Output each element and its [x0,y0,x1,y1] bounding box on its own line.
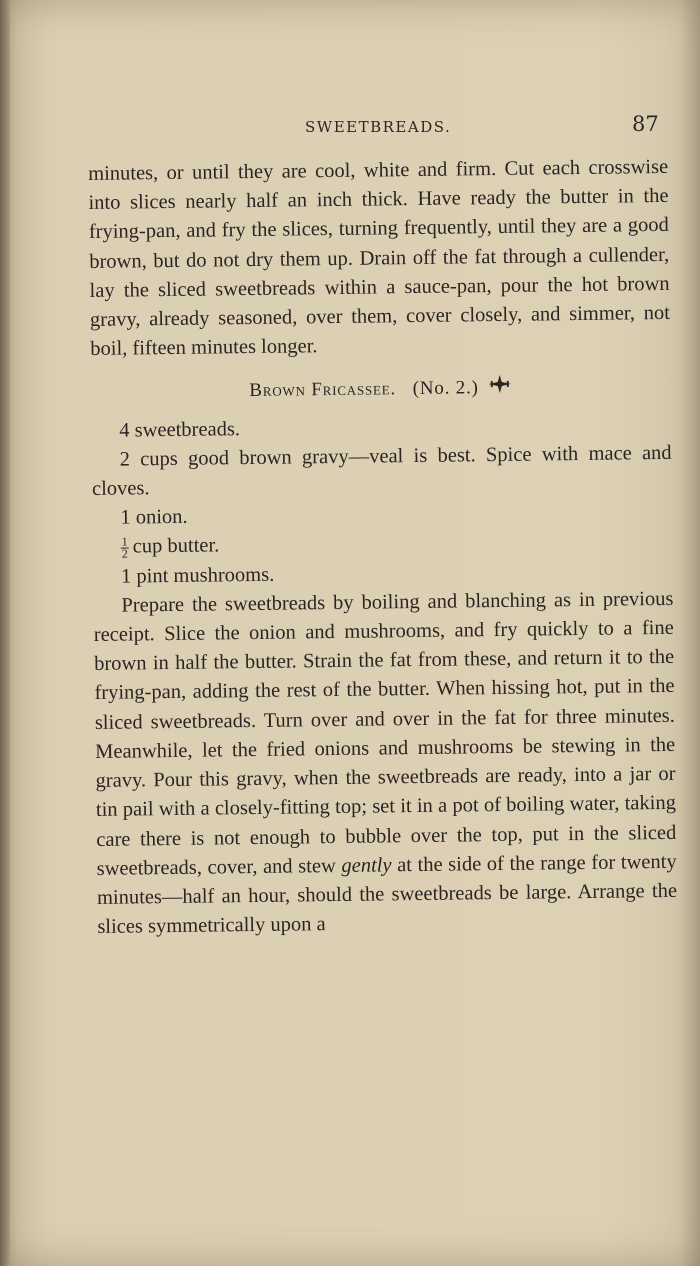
recipe-title: Brown Fricassee. [249,378,397,402]
maltese-cross-icon [488,374,512,403]
ingredient-item: 1 pint mushrooms. [120,563,275,588]
recipe-heading [91,371,671,408]
ingredient-item: 1 onion. [120,506,188,529]
emphasis-word: gently [341,854,392,877]
ingredient-item: $\frac{1}{2}$ cup butter. [121,534,220,561]
recipe-number: (No. 2.) [412,377,479,400]
page-text [88,153,678,942]
continuation-paragraph: minutes, or until they are cool, white and firm. Cut each crosswise into slices nearly half an inch thick. Have ready the butter in the frying-pan, and fry the slices, turning frequently, until they are a good brown, but do not dry them up. Drain off the fat through a cullender, lay the sliced sweetbreads within a sauce-pan, pour the hot brown gravy, already seasoned, over them, cover closely, and simmer, not boil, fifteen minutes longer. [88,155,671,361]
running-title: SWEETBREADS. [305,118,452,136]
ingredient-item: 2 cups good brown gravy—veal is best. Spice with mace and cloves. [91,441,672,501]
fraction-half: $\frac{1}{2}$ [121,534,128,561]
page-number: 87 [632,112,659,136]
instructions-paragraph: Prepare the sweetbreads by boiling and blanching as in previous receipt. Slice the onion and mushrooms, and fry quickly to a fine brown in half the butter. Strain the fat from these, and return it to the frying-pan, adding the rest of the butter. When hissing hot, put in the sliced sweetbreads. Turn over and over in the fat for three minutes. Meanwhile, let the fried onions and mushrooms be stewing in the gravy. Pour this gravy, when the sweetbreads are ready, into a jar or tin pail with a closely-fitting top; set it in a pot of boiling water, taking care there is not enough to bubble over the top, put in the sliced sweetbreads, cover, and stew gently at the side of the range for twenty minutes—half an hour, should the sweetbreads be large. Arrange the slices symmetrically upon a [93,587,678,939]
running-head [0,112,700,142]
ingredient-item: 4 sweetbreads. [119,417,241,442]
